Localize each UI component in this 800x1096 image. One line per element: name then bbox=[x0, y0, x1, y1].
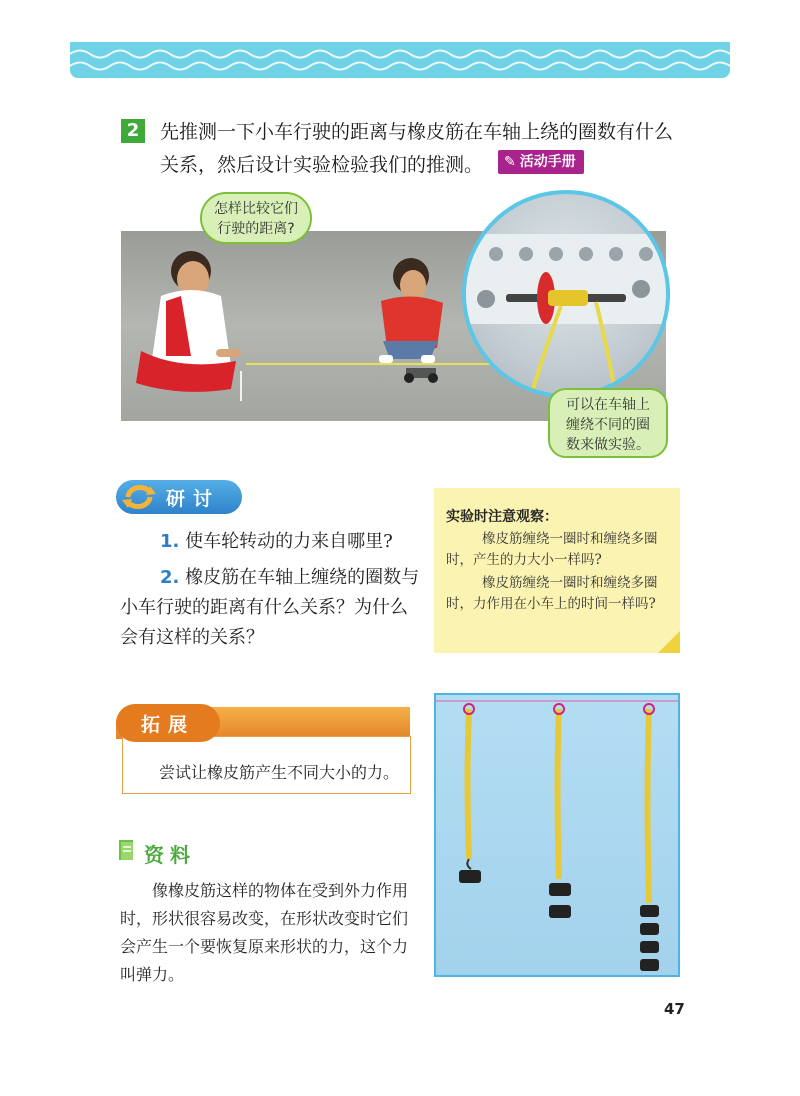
discussion-question-1 bbox=[160, 527, 393, 553]
bubble-right-line1: 可以在车轴上 bbox=[566, 397, 650, 413]
book-icon bbox=[118, 838, 136, 862]
step-text-line1: 先推测一下小车行驶的距离与橡皮筋在车轴上绕的圈数有什么 bbox=[160, 121, 674, 143]
activity-handbook-tag[interactable] bbox=[498, 150, 584, 174]
q1-number: 1. bbox=[160, 531, 180, 552]
q2-number: 2. bbox=[160, 567, 180, 588]
observation-note-box bbox=[434, 488, 680, 653]
bubble-right-line2: 缠绕不同的圈 bbox=[566, 417, 650, 433]
axle-zoom-circle bbox=[462, 190, 670, 398]
bubble-right-line3: 数来做实验。 bbox=[566, 437, 650, 453]
axle-closeup-illustration bbox=[466, 194, 666, 394]
extension-text: 尝试让橡皮筋产生不同大小的力。 bbox=[159, 763, 400, 782]
discussion-question-2 bbox=[120, 563, 420, 653]
step-text-line2: 关系，然后设计实验检验我们的推测。 bbox=[160, 154, 484, 176]
bubble-top-line2: 行驶的距离? bbox=[217, 221, 295, 237]
note-paragraph-2: 橡皮筋缠绕一圈时和缠绕多圈时，力作用在小车上的时间一样吗? bbox=[446, 575, 658, 612]
wave-pattern bbox=[70, 42, 730, 78]
activity-tag-label: 活动手册 bbox=[519, 154, 576, 170]
rubber-band-weights-photo bbox=[434, 693, 680, 977]
bubble-top-line1: 怎样比较它们 bbox=[214, 201, 298, 217]
q1-text: 使车轮转动的力来自哪里? bbox=[185, 531, 393, 552]
reference-text: 像橡皮筋这样的物体在受到外力作用时，形状很容易改变，在形状改变时它们会产生一个要恢复原来形状的力，这个力叫弹力。 bbox=[120, 881, 409, 984]
extension-title: 拓展 bbox=[116, 704, 220, 742]
pencil-icon: ✎ bbox=[504, 154, 516, 170]
top-banner bbox=[70, 42, 730, 78]
reference-title: 资料 bbox=[144, 843, 196, 867]
note-corner-fold bbox=[658, 631, 680, 653]
hanging-weights-illustration bbox=[436, 695, 678, 975]
page-number: 47 bbox=[664, 1000, 685, 1018]
discussion-header bbox=[116, 480, 242, 514]
discussion-title: 研讨 bbox=[166, 487, 221, 510]
cycle-arrows-icon bbox=[120, 482, 160, 512]
speech-bubble-answer bbox=[548, 388, 668, 458]
speech-bubble-question bbox=[200, 192, 312, 244]
note-paragraph-1: 橡皮筋缠绕一圈时和缠绕多圈时，产生的力大小一样吗? bbox=[446, 531, 658, 568]
q2-text: 橡皮筋在车轴上缠绕的圈数与小车行驶的距离有什么关系？为什么会有这样的关系？ bbox=[120, 567, 420, 648]
step-number-badge: 2 bbox=[121, 119, 145, 143]
note-title: 实验时注意观察： bbox=[446, 509, 558, 525]
